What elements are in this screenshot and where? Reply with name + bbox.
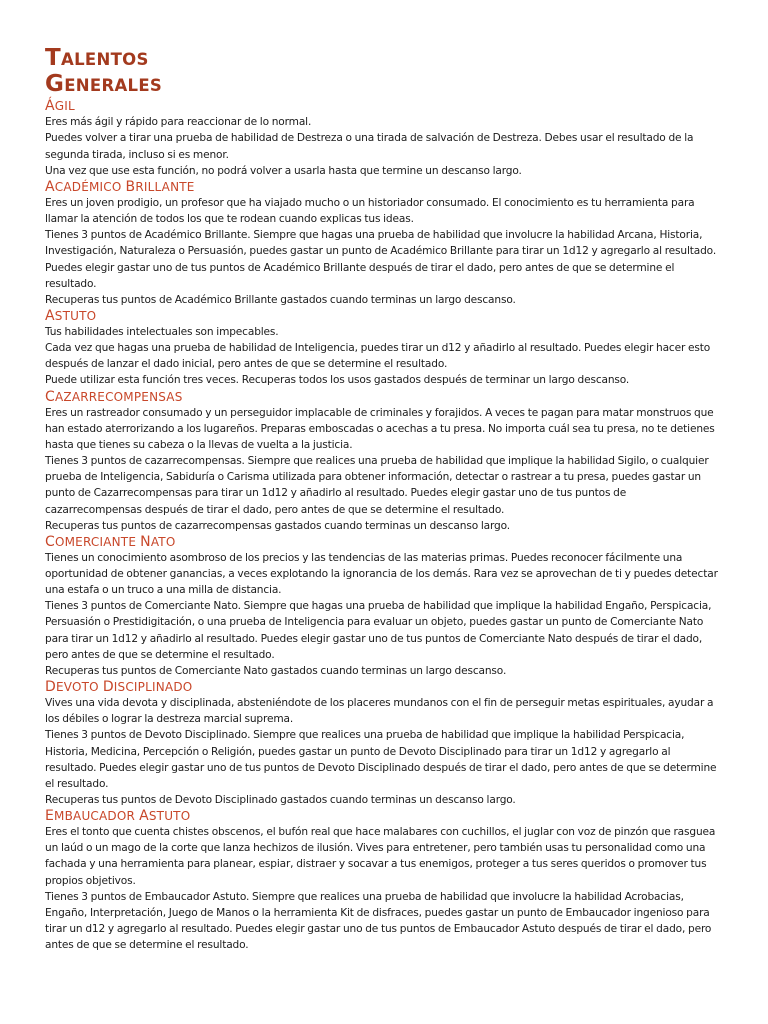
talent-paragraph: Eres el tonto que cuenta chistes obscenos, el bufón real que hace malabares con cuchillos, el juglar con voz de pinzón que rasguea un laúd o un mago de la corte que lanza hechizos de ilusión. Vives para entretener, pero también usas tu personalidad como una fachada y una herramienta para planear, espiar, distraer y socavar a tus enemigos, proteger a tus seres queridos o promover tus propios objetivos.	[45, 826, 716, 887]
talent-agil	[45, 98, 721, 179]
talent-paragraph: Tus habilidades intelectuales son impecables.	[45, 326, 279, 339]
title-line-2: GENERALES	[45, 71, 163, 97]
talent-heading: EMBAUCADOR ASTUTO	[45, 807, 191, 824]
talent-embaucador-astuto	[45, 808, 721, 953]
title-line-1: TALENTOS	[45, 45, 149, 71]
talent-academico-brillante	[45, 179, 721, 308]
talent-paragraph: Una vez que use esta función, no podrá volver a usarla hasta que termine un descanso largo.	[45, 164, 522, 177]
talent-paragraph: Eres un joven prodigio, un profesor que ha viajado mucho o un historiador consumado. El conocimiento es tu herramienta para llamar la atención de todos los que te rodean cuando explicas tus ideas.	[45, 197, 695, 226]
talent-paragraph: Cada vez que hagas una prueba de habilidad de Inteligencia, puedes tirar un d12 y añadirlo al resultado. Puedes elegir hacer esto después de lanzar el dado inicial, pero antes de que se determine el resultado.	[45, 342, 711, 371]
talent-cazarrecompensas	[45, 389, 721, 534]
talent-paragraph: Tienes 3 puntos de Embaucador Astuto. Siempre que realices una prueba de habilidad que involucre la habilidad Acrobacias, Engaño, Interpretación, Juego de Manos o la herramienta Kit de disfraces, puedes gastar un punto de Embaucador ingenioso para tirar un d12 y agregarlo al resultado. Puedes elegir gastar uno de tus puntos de Embaucador Astuto después de tirar el dado, pero antes de que se determine el resultado.	[45, 890, 712, 951]
talent-paragraph: Puedes volver a tirar una prueba de habilidad de Destreza o una tirada de salvación de Destreza. Debes usar el resultado de la segunda tirada, incluso si es menor.	[45, 132, 694, 161]
talent-heading: CAZARRECOMPENSAS	[45, 388, 183, 405]
talent-heading: ASTUTO	[45, 307, 97, 324]
talent-paragraph: Vives una vida devota y disciplinada, absteniéndote de los placeres mundanos con el fin de perseguir metas espirituales, ayudar a los débiles o lograr la destreza marcial suprema.	[45, 697, 714, 726]
talent-list	[45, 98, 721, 953]
talent-heading: ACADÉMICO BRILLANTE	[45, 178, 195, 195]
talent-paragraph: Recuperas tus puntos de Devoto Disciplinado gastados cuando terminas un descanso largo.	[45, 793, 516, 806]
talent-paragraph: Eres un rastreador consumado y un perseguidor implacable de criminales y forajidos. A veces te pagan para matar monstruos que han estado aterrorizando a los lugareños. Preparas emboscadas o acechas a tu presa. No importa cuál sea tu presa, no te detienes hasta que tienes su cabeza o la llevas de vuelta a la justicia.	[45, 406, 715, 452]
talent-paragraph: Tienes 3 puntos de cazarrecompensas. Siempre que realices una prueba de habilidad que implique la habilidad Sigilo, o cualquier prueba de Inteligencia, Sabiduría o Carisma utilizada para obtener información, detectar o rastrear a tu presa, puedes gastar un punto de Cazarrecompensas para tirar un 1d12 y añadirlo al resultado. Puedes elegir gastar uno de tus puntos de cazarrecompensas después de tirar el dado, pero antes de que se determine el resultado.	[45, 455, 709, 516]
talent-devoto-disciplinado	[45, 679, 721, 808]
talent-paragraph: Tienes 3 puntos de Comerciante Nato. Siempre que hagas una prueba de habilidad que implique la habilidad Engaño, Perspicacia, Persuasión o Prestidigitación, o una prueba de Inteligencia para evaluar un objeto, puedes gastar un punto de Comerciante Nato para tirar un 1d12 y añadirlo al resultado. Puedes elegir gastar uno de tus puntos de Comerciante Nato después de tirar el dado, pero antes de que se determine el resultado.	[45, 600, 712, 661]
talent-paragraph: Eres más ágil y rápido para reaccionar de lo normal.	[45, 116, 312, 129]
document-title	[45, 46, 721, 98]
talent-heading: ÁGIL	[45, 98, 75, 114]
talent-paragraph: Recuperas tus puntos de Comerciante Nato gastados cuando terminas un largo descanso.	[45, 664, 507, 677]
talent-paragraph: Recuperas tus puntos de Académico Brillante gastados cuando terminas un largo descanso.	[45, 293, 516, 306]
talent-paragraph: Tienes 3 puntos de Devoto Disciplinado. Siempre que realices una prueba de habilidad que implique la habilidad Perspicacia, Historia, Medicina, Percepción o Religión, puedes gastar un punto de Devoto Disciplinado para tirar un 1d12 y agregarlo al resultado. Puedes elegir gastar uno de tus puntos de Devoto Disciplinado después de tirar el dado, pero antes de que se determine el resultado.	[45, 729, 717, 790]
talent-paragraph: Tienes 3 puntos de Académico Brillante. Siempre que hagas una prueba de habilidad que involucre la habilidad Arcana, Historia, Investigación, Naturaleza o Persuasión, puedes gastar un punto de Académico Brillante para tirar un 1d12 y agregarlo al resultado. Puedes elegir gastar uno de tus puntos de Académico Brillante después de tirar el dado, pero antes de que se determine el resultado.	[45, 229, 717, 290]
talent-heading: DEVOTO DISCIPLINADO	[45, 678, 193, 695]
talent-paragraph: Puede utilizar esta función tres veces. Recuperas todos los usos gastados después de terminar un largo descanso.	[45, 374, 630, 387]
talent-astuto	[45, 308, 721, 389]
talent-comerciante-nato	[45, 534, 721, 679]
talent-paragraph: Tienes un conocimiento asombroso de los precios y las tendencias de las materias primas. Puedes reconocer fácilmente una oportunidad de obtener ganancias, a veces explotando la ignorancia de los demás. Rara vez se aprovechan de ti y puedes detectar una estafa o un truco a una milla de distancia.	[45, 552, 718, 597]
talent-heading: COMERCIANTE NATO	[45, 533, 176, 550]
document-page	[45, 46, 721, 953]
talent-paragraph: Recuperas tus puntos de cazarrecompensas gastados cuando terminas un descanso largo.	[45, 519, 510, 532]
